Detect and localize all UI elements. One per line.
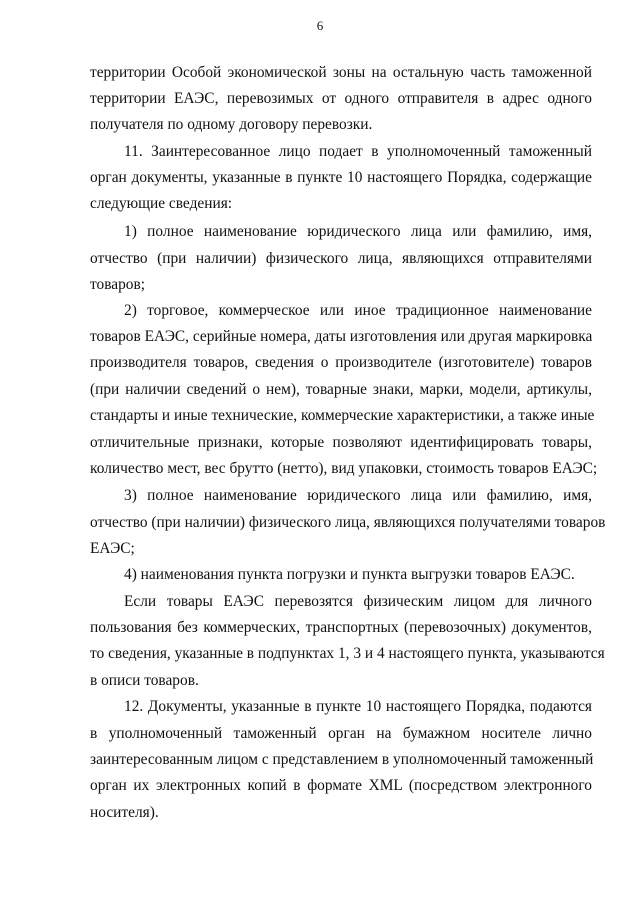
text-line: 2) торговое, коммерческое или иное традиционное наименование	[124, 302, 592, 319]
text-line: 12. Документы, указанные в пункте 10 настоящего Порядка, подаются	[124, 698, 592, 715]
text-line: товаров;	[90, 276, 146, 293]
text-line: следующие сведения:	[90, 195, 233, 212]
text-line: 3) полное наименование юридического лица или фамилию, имя,	[124, 487, 592, 504]
text-line: ЕАЭС;	[90, 540, 135, 557]
text-line: территории ЕАЭС, перевозимых от одного отправителя в адрес одного	[90, 90, 592, 107]
text-line: получателя по одному договору перевозки.	[90, 116, 373, 133]
page-number: 6	[316, 18, 324, 33]
text-line: в уполномоченный таможенный орган на бумажном носителе лично	[90, 725, 592, 742]
text-line: количество мест, вес брутто (нетто), вид упаковки, стоимость товаров ЕАЭС;	[90, 460, 598, 477]
text-line: то сведения, указанные в подпунктах 1, 3 и 4 настоящего пункта, указываются	[90, 645, 605, 662]
text-line: 1) полное наименование юридического лица или фамилию, имя,	[124, 223, 592, 240]
text-line: носителя).	[90, 804, 159, 821]
text-line: отчество (при наличии) физического лица, являющихся получателями товаров	[90, 514, 606, 531]
text-line: территории Особой экономической зоны на остальную часть таможенной	[90, 64, 592, 81]
text-line: в описи товаров.	[90, 672, 199, 689]
text-line: товаров ЕАЭС, серийные номера, даты изготовления или другая маркировка	[90, 328, 593, 345]
text-line: 11. Заинтересованное лицо подает в уполномоченный таможенный	[124, 143, 592, 160]
text-line: 4) наименования пункта погрузки и пункта выгрузки товаров ЕАЭС.	[124, 566, 575, 583]
text-line: Если товары ЕАЭС перевозятся физическим лицом для личного	[124, 593, 592, 610]
text-line: отчество (при наличии) физического лица, являющихся отправителями	[90, 250, 592, 267]
text-line: стандарты и иные технические, коммерческие характеристики, а также иные	[90, 407, 595, 424]
text-line: (при наличии сведений о нем), товарные знаки, марки, модели, артикулы,	[90, 381, 592, 398]
text-line: пользования без коммерческих, транспортных (перевозочных) документов,	[90, 619, 592, 636]
text-line: заинтересованным лицом с представлением в уполномоченный таможенный	[90, 751, 594, 768]
text-line: орган документы, указанные в пункте 10 настоящего Порядка, содержащие	[90, 169, 592, 186]
text-line: производителя товаров, сведения о производителе (изготовителе) товаров	[90, 354, 592, 371]
text-line: орган их электронных копий в формате XML (посредством электронного	[90, 777, 592, 794]
text-line: отличительные признаки, которые позволяют идентифицировать товары,	[90, 434, 592, 451]
